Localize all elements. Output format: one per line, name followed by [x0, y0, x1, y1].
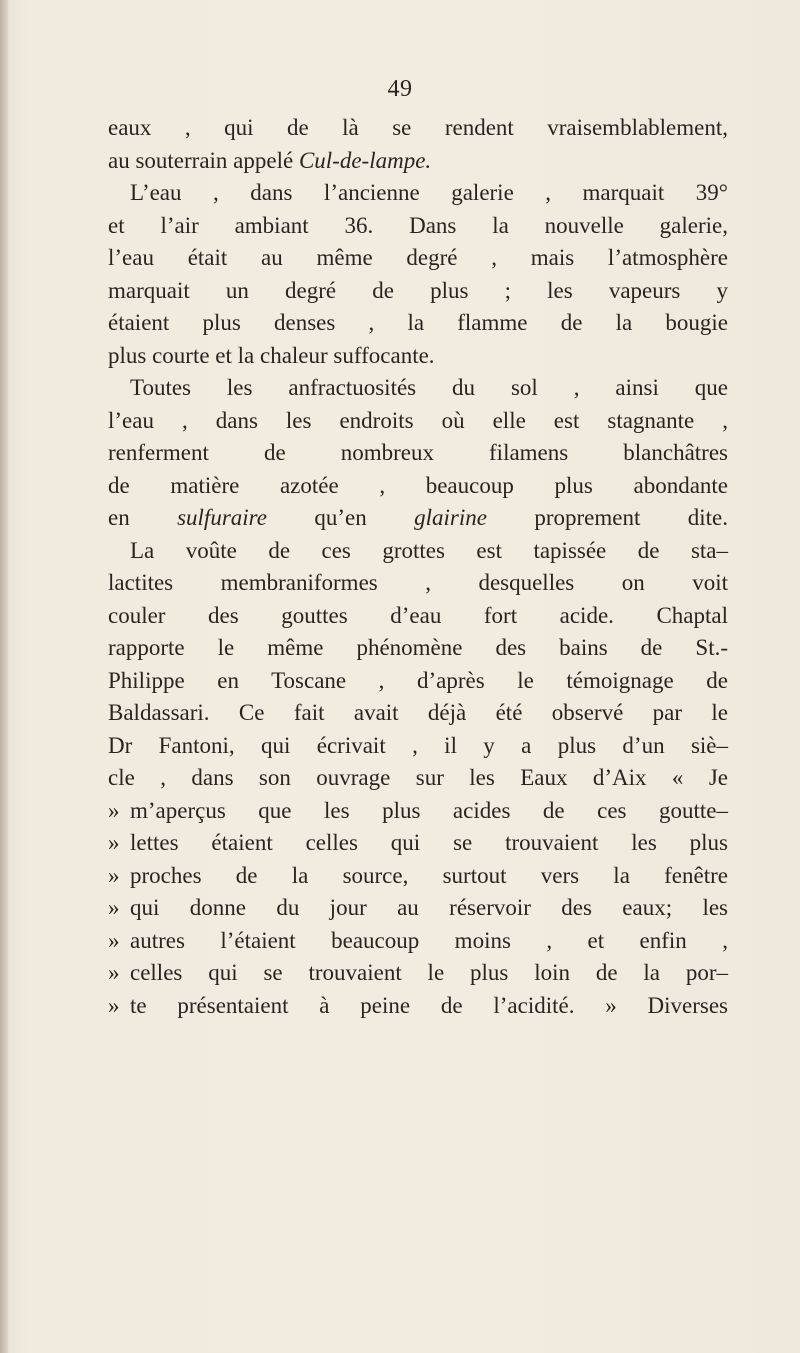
text-segment: qui donne du jour au réservoir des eaux; les [130, 895, 728, 920]
text-segment: Toutes les anfractuosités du sol , ainsi que [130, 375, 728, 400]
text-line [108, 762, 728, 795]
quote-mark: » [108, 927, 120, 953]
text-line [108, 860, 728, 893]
text-segment: L’eau , dans l’ancienne galerie , marquait 39° [130, 180, 728, 205]
text-line [108, 145, 728, 178]
quote-mark: » [108, 895, 120, 920]
quote-mark: » [108, 960, 120, 985]
text-segment: Dr Fantoni, qui écrivait , il y a plus d’un siè– [108, 732, 728, 758]
text-segment: autres l’étaient beaucoup moins , et enfin , [130, 927, 728, 953]
text-line [108, 242, 728, 275]
text-segment: proches de la source, surtout vers la fenêtre [130, 862, 728, 888]
text-line [108, 730, 728, 763]
quote-mark: » [108, 830, 120, 855]
text-line [108, 177, 728, 210]
text-segment: au souterrain appelé [108, 147, 299, 173]
text-line [108, 567, 728, 600]
text-line [108, 210, 728, 243]
quote-mark: » [108, 992, 120, 1018]
text-segment: et l’air ambiant 36. Dans la nouvelle galerie, [108, 212, 728, 238]
text-segment: en [108, 505, 178, 530]
text-line [108, 340, 728, 373]
page-number: 49 [387, 76, 413, 102]
text-line [108, 665, 728, 698]
quote-mark: » [108, 797, 120, 823]
text-segment: couler des gouttes d’eau fort acide. Chaptal [108, 602, 728, 628]
quote-mark: » [108, 862, 120, 888]
text-line [108, 112, 728, 145]
text-line [108, 307, 728, 340]
text-line [108, 990, 728, 1023]
text-line [108, 892, 728, 925]
italic-text: sulfuraire [177, 505, 267, 530]
text-segment: m’aperçus que les plus acides de ces goutte– [130, 797, 728, 823]
text-segment: lactites membraniformes , desquelles on voit [108, 570, 728, 595]
text-line [108, 372, 728, 405]
page-spine-shadow [0, 0, 8, 1353]
text-segment: celles qui se trouvaient le plus loin de la por– [130, 960, 728, 985]
text-line [108, 795, 728, 828]
text-segment: l’eau , dans les endroits où elle est stagnante , [108, 407, 728, 433]
text-segment: renferment de nombreux filamens blanchâtres [108, 440, 728, 465]
text-line [108, 405, 728, 438]
text-line [108, 697, 728, 730]
text-segment: Baldassari. Ce fait avait déjà été observé par le [108, 700, 728, 725]
text-line [108, 957, 728, 990]
body-text [108, 112, 728, 1022]
text-line [108, 535, 728, 568]
text-segment: marquait un degré de plus ; les vapeurs y [108, 277, 728, 303]
text-segment: l’eau était au même degré , mais l’atmosphère [108, 245, 728, 270]
text-segment: Philippe en Toscane , d’après le témoignage de [108, 667, 728, 693]
text-segment: étaient plus denses , la flamme de la bougie [108, 310, 728, 335]
text-segment: qu’en [266, 505, 415, 530]
text-segment: eaux , qui de là se rendent vraisemblablement, [108, 115, 728, 140]
text-segment: de matière azotée , beaucoup plus abondante [108, 472, 728, 498]
text-line [108, 632, 728, 665]
text-segment: plus courte et la chaleur suffocante. [108, 342, 435, 368]
text-line [108, 502, 728, 535]
text-segment: rapporte le même phénomène des bains de St.- [108, 635, 728, 660]
italic-text: glairine [414, 505, 487, 530]
text-segment: proprement dite. [486, 505, 728, 530]
text-segment: te présentaient à peine de l’acidité. » Diverses [130, 992, 728, 1018]
text-line [108, 925, 728, 958]
text-line [108, 437, 728, 470]
text-line [108, 600, 728, 633]
text-line [108, 827, 728, 860]
text-line [108, 275, 728, 308]
italic-text: Cul-de-lampe. [298, 147, 432, 173]
text-segment: lettes étaient celles qui se trouvaient les plus [130, 830, 728, 855]
text-segment: La voûte de ces grottes est tapissée de sta– [130, 537, 728, 563]
text-line [108, 470, 728, 503]
text-segment: cle , dans son ouvrage sur les Eaux d’Aix « Je [108, 765, 728, 790]
